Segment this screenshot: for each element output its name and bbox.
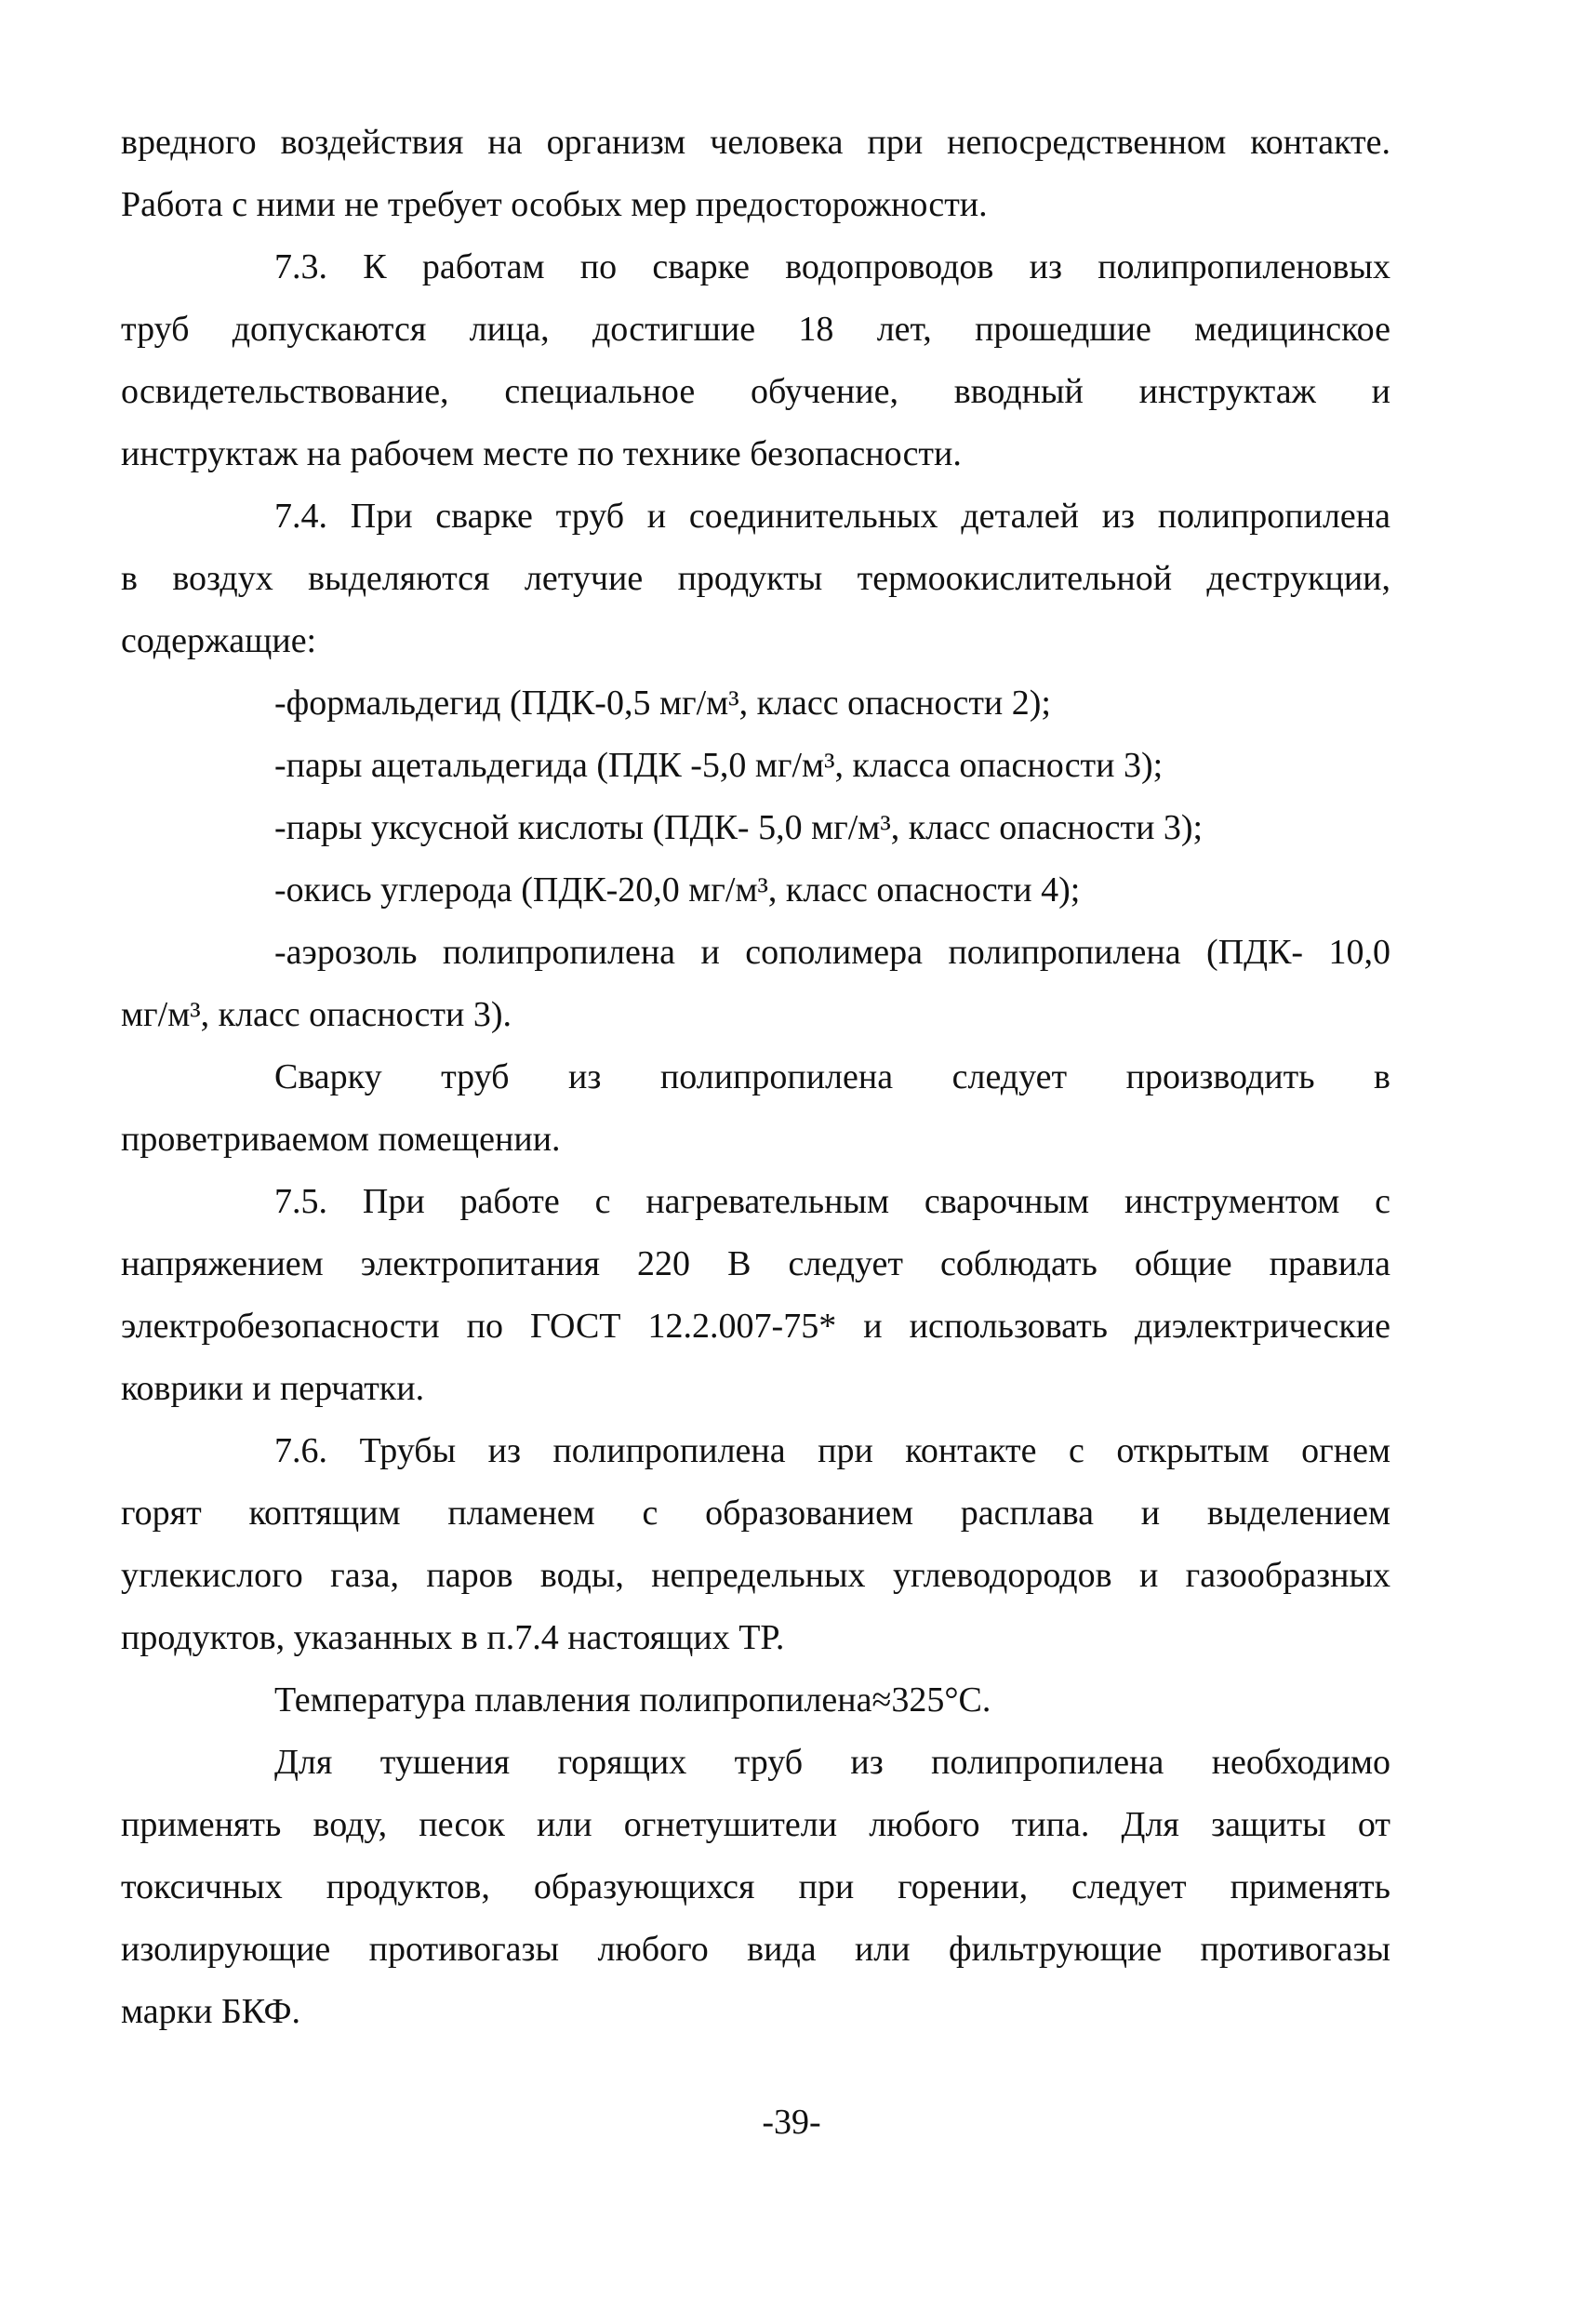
document-page bbox=[121, 112, 1390, 2043]
text-line: 7.3. К работам по сварке водопроводов из полипропиленовых bbox=[274, 247, 1390, 286]
text-line: освидетельствование, специальное обучение, вводный инструктаж и bbox=[121, 372, 1390, 411]
text-line: 7.6. Трубы из полипропилена при контакте с открытым огнем bbox=[274, 1431, 1390, 1470]
text-line: вредного воздействия на организм человека при непосредственном контакте. bbox=[121, 123, 1390, 162]
text-line: изолирующие противогазы любого вида или фильтрующие противогазы bbox=[121, 1930, 1390, 1969]
text-line: электробезопасности по ГОСТ 12.2.007-75* и использовать диэлектрические bbox=[121, 1307, 1390, 1346]
text-line: токсичных продуктов, образующихся при горении, следует применять bbox=[121, 1867, 1390, 1906]
text-line: Температура плавления полипропилена≈325°С. bbox=[274, 1680, 991, 1720]
text-line: марки БКФ. bbox=[121, 1992, 300, 2031]
document-body bbox=[121, 112, 1390, 2043]
text-line: -аэрозоль полипропилена и сополимера полипропилена (ПДК- 10,0 bbox=[274, 933, 1390, 972]
text-line: 7.4. При сварке труб и соединительных деталей из полипропилена bbox=[274, 497, 1390, 536]
page-number: -39- bbox=[762, 2103, 821, 2142]
text-line: Работа с ними не требует особых мер предосторожности. bbox=[121, 185, 988, 224]
text-line: продуктов, указанных в п.7.4 настоящих ТР. bbox=[121, 1618, 785, 1657]
text-line: 7.5. При работе с нагревательным сварочным инструментом с bbox=[274, 1182, 1390, 1221]
text-line: Сварку труб из полипропилена следует производить в bbox=[274, 1057, 1390, 1096]
text-line: инструктаж на рабочем месте по технике безопасности. bbox=[121, 434, 962, 473]
text-line: горят коптящим пламенем с образованием расплава и выделением bbox=[121, 1494, 1390, 1533]
text-line: -формальдегид (ПДК-0,5 мг/м³, класс опасности 2); bbox=[274, 684, 1051, 723]
text-line: в воздух выделяются летучие продукты термоокислительной деструкции, bbox=[121, 559, 1390, 598]
text-line: применять воду, песок или огнетушители любого типа. Для защиты от bbox=[121, 1805, 1390, 1844]
text-line: содержащие: bbox=[121, 621, 317, 660]
text-line: коврики и перчатки. bbox=[121, 1369, 425, 1408]
text-line: -пары ацетальдегида (ПДК -5,0 мг/м³, класса опасности 3); bbox=[274, 746, 1164, 785]
text-line: -пары уксусной кислоты (ПДК- 5,0 мг/м³, класс опасности 3); bbox=[274, 808, 1204, 847]
text-line: -окись углерода (ПДК-20,0 мг/м³, класс опасности 4); bbox=[274, 870, 1081, 910]
text-line: труб допускаются лица, достигшие 18 лет, прошедшие медицинское bbox=[121, 310, 1390, 349]
text-line: углекислого газа, паров воды, непредельных углеводородов и газообразных bbox=[121, 1556, 1390, 1595]
text-line: напряжением электропитания 220 В следует соблюдать общие правила bbox=[121, 1244, 1390, 1283]
text-line: мг/м³, класс опасности 3). bbox=[121, 995, 512, 1034]
text-line: Для тушения горящих труб из полипропилена необходимо bbox=[274, 1743, 1390, 1782]
text-line: проветриваемом помещении. bbox=[121, 1120, 561, 1159]
